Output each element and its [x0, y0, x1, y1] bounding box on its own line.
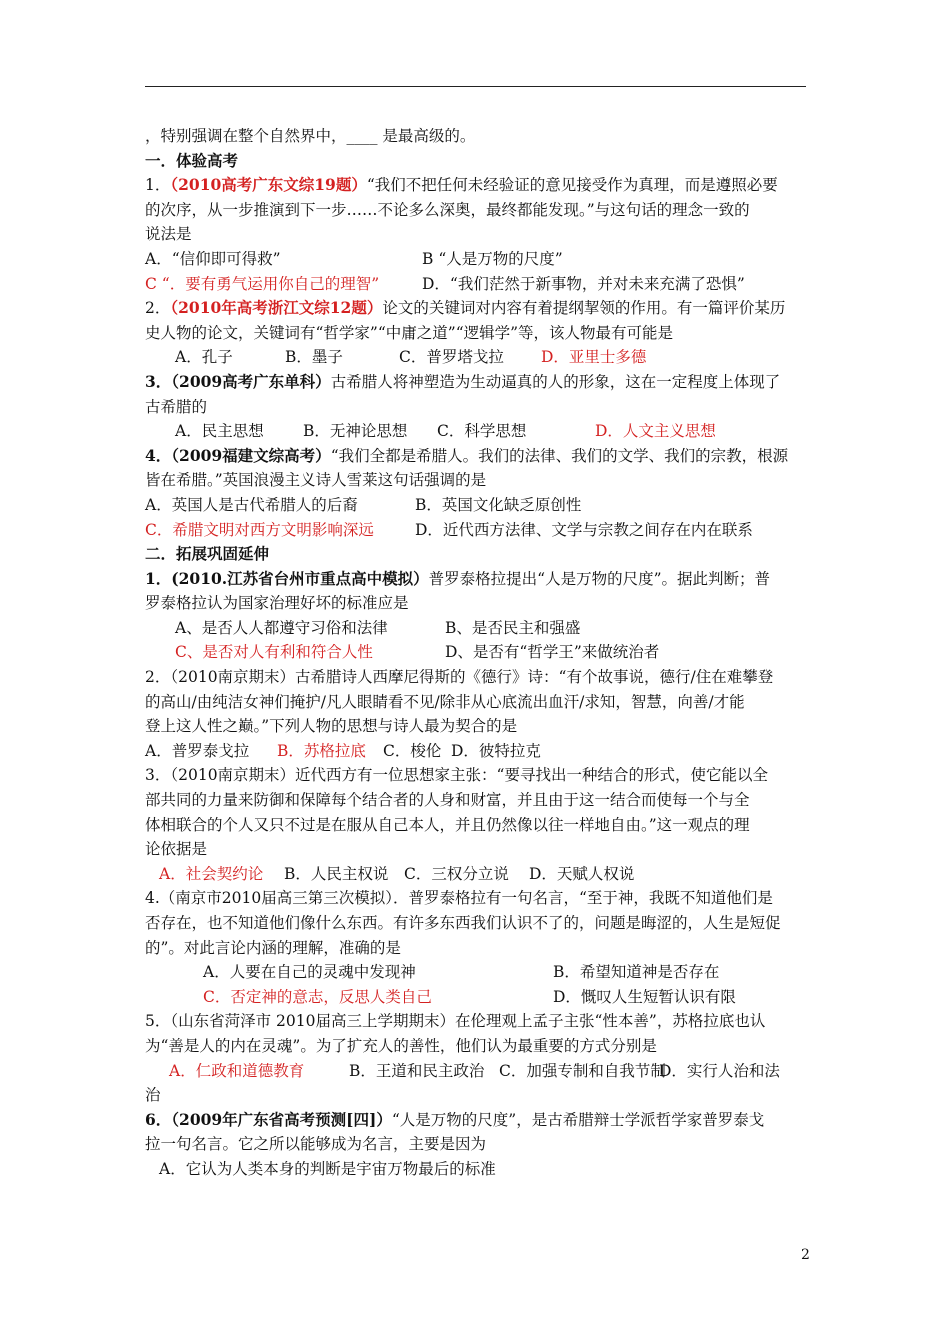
ext-3-line-1: 3．（2010南京期末）近代西方有一位思想家主张：“要寻找出一种结合的形式，使它能以全: [145, 766, 768, 785]
q4-option-c: C．希腊文明对西方文明影响深远: [145, 520, 374, 539]
e6-source: 6．（2009年广东省高考预测[四]）: [145, 1109, 392, 1129]
ext-6-line-2: 拉一句名言。它之所以能够成为名言，主要是因为: [145, 1135, 487, 1154]
q1-option-a: A．“信仰即可得救”: [145, 249, 281, 268]
e4-option-d: D．慨叹人生短暂认识有限: [553, 987, 736, 1006]
question-3-line-1: [145, 370, 810, 395]
e1-option-b: B、是否民主和强盛: [445, 618, 581, 637]
q3-option-a: A．民主思想: [175, 422, 264, 441]
q1-option-b: B “人是万物的尺度”: [422, 249, 563, 268]
e2-option-c: C．梭伦: [383, 741, 442, 760]
question-2-line-2: 史人物的论文，关键词有“哲学家”“中庸之道”“逻辑学”等，该人物最有可能是: [145, 323, 674, 342]
q1-option-d: D．“我们茫然于新事物，并对未来充满了恐惧”: [422, 274, 745, 293]
ext-1-options-ab: [145, 616, 810, 641]
ext-5-line-2: 为“善是人的内在灵魂”。为了扩充人的善性，他们认为最重要的方式分别是: [145, 1036, 657, 1055]
question-4-line-2: 皆在希腊。”英国浪漫主义诗人雪莱这句话强调的是: [145, 471, 487, 490]
ext-4-line-2: 否存在，也不知道他们像什么东西。有许多东西我们认识不了的，问题是晦涩的，人生是短促: [145, 914, 781, 932]
q3-source: 3．（2009高考广东单科）: [145, 371, 331, 391]
q1-source: （2010高考广东文综19题）: [170, 175, 367, 195]
ext-5-options: [145, 1059, 810, 1084]
e1-option-d: D、是否有“哲学王”来做统治者: [445, 643, 660, 662]
section-heading-1: 一．体验高考: [145, 150, 239, 170]
e3-option-c: C．三权分立说: [404, 864, 509, 883]
question-1-options-ab: [145, 247, 810, 272]
ext-6-option-a: A．它认为人类本身的判断是宇宙万物最后的标准: [159, 1159, 496, 1178]
ext-6-line-1: [145, 1108, 810, 1133]
q1-text: “我们不把任何未经验证的意见接受作为真理，而是遵照必要: [366, 176, 778, 195]
ext-4-options-ab: [145, 960, 810, 985]
ext-3-options: [145, 862, 810, 887]
q3-option-b: B．无神论思想: [303, 422, 408, 441]
q2-option-d: D．亚里士多德: [541, 348, 647, 367]
e4-option-b: B．希望知道神是否存在: [553, 963, 720, 982]
ext-4-line-3: 的”。对此言论内涵的理解，准确的是: [145, 938, 401, 957]
ext-1-line-2: 罗泰格拉认为国家治理好坏的标准应是: [145, 594, 409, 613]
e5-option-d: D．实行人治和法: [659, 1061, 780, 1080]
ext-3-line-2: 部共同的力量来防御和保障每个结合者的人身和财富，并且由于这一结合而使每一个与全: [145, 791, 750, 810]
page-number: 2: [801, 1247, 810, 1263]
question-1-options-cd: [145, 272, 810, 297]
e5-option-a: A．仁政和道德教育: [169, 1061, 305, 1080]
e1-option-c: C、是否对人有利和符合人性: [175, 643, 373, 662]
question-4-options-cd: [145, 518, 810, 543]
e3-option-b: B．人民主权说: [284, 864, 389, 883]
header-rule: [145, 86, 806, 87]
e5-option-c: C．加强专制和自我节制: [499, 1061, 666, 1080]
q2-option-a: A．孔子: [175, 348, 233, 367]
question-2-options: [145, 345, 810, 370]
q4-option-b: B．英国文化缺乏原创性: [415, 495, 582, 514]
e6-text: “人是万物的尺度”，是古希腊辩士学派哲学家普罗泰戈: [391, 1110, 765, 1129]
ext-3-line-3: 体相联合的个人又只不过是在服从自己本人，并且仍然像以往一样地自由。”这一观点的理: [145, 815, 750, 834]
question-3-options: [145, 419, 810, 444]
q4-text: “我们全都是希腊人。我们的法律、我们的文学、我们的宗教，根源: [330, 446, 789, 465]
e2-option-a: A．普罗泰戈拉: [145, 741, 250, 760]
ext-2-options: [145, 739, 810, 764]
q1-option-c: C “．要有勇气运用你自己的理智”: [145, 274, 380, 293]
e5-option-b: B．王道和民主政治: [349, 1061, 485, 1080]
e1-source: 1．(2010.江苏省台州市重点高中模拟）: [145, 568, 429, 588]
ext-3-line-4: 论依据是: [145, 840, 208, 859]
q2-option-c: C．普罗塔戈拉: [399, 348, 504, 367]
question-4-options-ab: [145, 493, 810, 518]
question-1-line-1: [145, 173, 810, 198]
q4-option-a: A．英国人是古代希腊人的后裔: [145, 495, 358, 514]
intro-line: ，特别强调在整个自然界中，____ 是最高级的。: [145, 127, 476, 145]
section-heading-2: 二．拓展巩固延伸: [145, 544, 270, 564]
q4-source: 4．（2009福建文综高考）: [145, 445, 331, 465]
q2-option-b: B．墨子: [285, 348, 343, 367]
q2-source: （2010年高考浙江文综12题）: [170, 298, 383, 318]
question-3-line-2: 古希腊的: [145, 397, 208, 416]
document-body: [145, 124, 810, 1182]
e2-option-d: D．彼特拉克: [451, 741, 541, 760]
q2-text: 论文的关键词对内容有着提纲挈领的作用。有一篇评价某历: [382, 299, 786, 318]
e1-option-a: A、是否人人都遵守习俗和法律: [175, 618, 388, 637]
q4-option-d: D．近代西方法律、文学与宗教之间存在内在联系: [415, 520, 753, 539]
ext-4-options-cd: [145, 985, 810, 1010]
e3-option-a: A．社会契约论: [159, 864, 264, 883]
ext-1-options-cd: [145, 640, 810, 665]
q1-number: 1．: [145, 176, 171, 195]
question-1-line-3: 说法是: [145, 225, 192, 244]
e1-text: 普罗泰格拉提出“人是万物的尺度”。据此判断；普: [428, 569, 771, 588]
q3-text: 古希腊人将神塑造为生动逼真的人的形象，这在一定程度上体现了: [330, 372, 781, 391]
e4-option-c: C．否定神的意志，反思人类自己: [203, 987, 432, 1006]
ext-5-line-3: 治: [145, 1086, 161, 1105]
ext-4-line-1: 4.（南京市2010届高三第三次模拟）．普罗泰格拉有一句名言，“至于神，我既不知道他们是: [145, 889, 773, 908]
e4-option-a: A．人要在自己的灵魂中发现神: [203, 963, 416, 982]
e2-option-b: B．苏格拉底: [277, 741, 366, 760]
e3-option-d: D．天赋人权说: [529, 864, 635, 883]
ext-5-line-1: 5．（山东省菏泽市 2010届高三上学期期末）在伦理观上孟子主张“性本善”，苏格拉底也认: [145, 1012, 766, 1031]
ext-2-line-1: 2．（2010南京期末）古希腊诗人西摩尼得斯的《德行》诗：“有个故事说，德行/住在难攀登: [145, 668, 774, 687]
question-2-line-1: [145, 296, 810, 321]
q2-number: 2．: [145, 299, 171, 318]
q3-option-c: C．科学思想: [437, 422, 527, 441]
ext-2-line-2: 的高山/由纯洁女神们掩护/凡人眼睛看不见/除非从心底流出血汗/求知，智慧，向善/才能: [145, 692, 745, 711]
ext-2-line-3: 登上这人性之巅。”下列人物的思想与诗人最为契合的是: [145, 717, 518, 736]
q3-option-d: D．人文主义思想: [595, 422, 716, 441]
ext-1-line-1: [145, 567, 810, 592]
question-4-line-1: [145, 444, 810, 469]
question-1-line-2: 的次序，从一步推演到下一步……不论多么深奥，最终都能发现。”与这句话的理念一致的: [145, 200, 750, 219]
